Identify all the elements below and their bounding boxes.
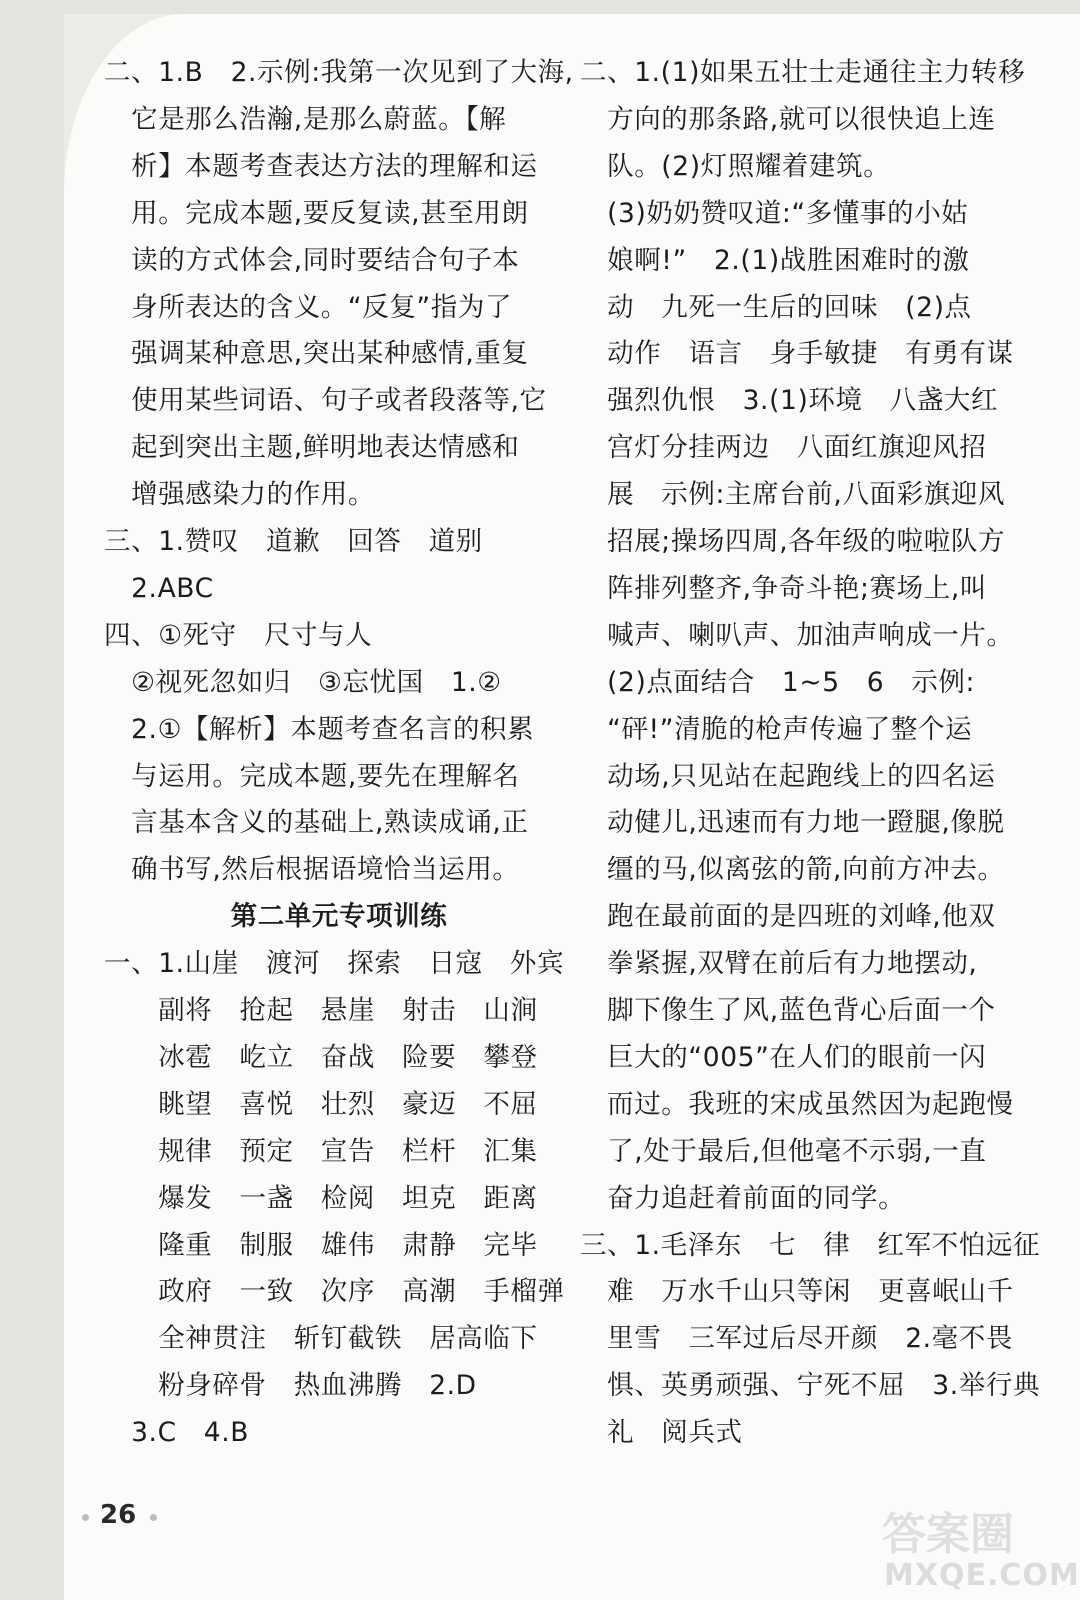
text-line: 了,处于最后,但他毫不示弱,一直 [580, 1135, 987, 1167]
text-line: 展 示例:主席台前,八面彩旗迎风 [580, 479, 1006, 511]
text-line: 宫灯分挂两边 八面红旗迎风招 [580, 432, 987, 464]
text-line: 2.①【解析】本题考查名言的积累 [104, 713, 535, 745]
text-line: 惧、英勇顽强、宁死不屈 3.举行典 [580, 1370, 1041, 1402]
text-line: 粉身碎骨 热血沸腾 2.D [104, 1370, 477, 1402]
text-line: 方向的那条路,就可以很快追上连 [580, 103, 996, 135]
text-line: 一、1.山崖 渡河 探索 日寇 外宾 [104, 948, 565, 980]
text-line: 而过。我班的宋成虽然因为起跑慢 [580, 1088, 1014, 1120]
text-line: 它是那么浩瀚,是那么蔚蓝。【解 [104, 103, 507, 135]
text-line: 二、1.B 2.示例:我第一次见到了大海, [104, 57, 574, 88]
page-shadow-left [0, 0, 64, 1600]
text-line: 增强感染力的作用。 [104, 479, 375, 511]
page-number: 26 [100, 1500, 137, 1530]
watermark-url: MXQE.COM [884, 1558, 1080, 1593]
text-line: 与运用。完成本题,要先在理解名 [104, 760, 520, 792]
text-line: 隆重 制服 雄伟 肃静 完毕 [104, 1229, 538, 1261]
text-line: 难 万水千山只等闲 更喜岷山千 [580, 1276, 1014, 1308]
text-line: (3)奶奶赞叹道:“多懂事的小姑 [580, 197, 969, 229]
text-line: 巨大的“005”在人们的眼前一闪 [580, 1041, 987, 1073]
section-heading: 第二单元专项训练 [230, 901, 448, 933]
text-line: 2.ABC [104, 572, 214, 604]
text-line: 三、1.赞叹 道歉 回答 道别 [104, 526, 483, 557]
text-line: “砰!”清脆的枪声传遍了整个运 [580, 713, 973, 745]
page-dot-2 [150, 1514, 157, 1521]
text-line: 动健儿,迅速而有力地一蹬腿,像脱 [580, 807, 1005, 839]
text-line: 三、1.毛泽东 七 律 红军不怕远征 [580, 1229, 1041, 1261]
watermark-logo [870, 1498, 1080, 1598]
text-line: 动 九死一生后的回味 (2)点 [580, 291, 972, 323]
text-line: 跑在最前面的是四班的刘峰,他双 [580, 901, 996, 933]
text-line: 爆发 一盏 检阅 坦克 距离 [104, 1182, 538, 1214]
text-line: 阵排列整齐,争奇斗艳;赛场上,叫 [580, 572, 987, 604]
text-line: 招展;操场四周,各年级的啦啦队方 [580, 526, 1006, 557]
text-line: 政府 一致 次序 高潮 手榴弹 [104, 1276, 565, 1308]
text-line: 使用某些词语、句子或者段落等,它 [104, 385, 547, 417]
text-line: 奋力追赶着前面的同学。 [580, 1182, 906, 1214]
page-shadow-top [0, 0, 1080, 14]
text-line: 二、1.(1)如果五壮士走通往主力转移 [580, 57, 1026, 88]
text-line: 用。完成本题,要反复读,甚至用朗 [104, 197, 529, 229]
text-line: 队。(2)灯照耀着建筑。 [580, 150, 891, 182]
watermark-title: 答案圈 [882, 1509, 1014, 1560]
page-dot-1 [82, 1514, 89, 1521]
text-line: 喊声、喇叭声、加油声响成一片。 [580, 619, 1014, 651]
text-line: 礼 阅兵式 [580, 1417, 743, 1449]
text-line: 起到突出主题,鲜明地表达情感和 [104, 432, 520, 464]
text-line: 身所表达的含义。“反复”指为了 [104, 291, 513, 323]
text-line: 脚下像生了风,蓝色背心后面一个 [580, 995, 996, 1026]
text-line: 四、①死守 尺寸与人 [104, 619, 373, 651]
text-line: 缰的马,似离弦的箭,向前方冲去。 [580, 854, 1005, 886]
text-line: 冰雹 屹立 奋战 险要 攀登 [104, 1041, 538, 1073]
text-line: (2)点面结合 1~5 6 示例: [580, 666, 976, 698]
text-line: 动场,只见站在起跑线上的四名运 [580, 760, 996, 792]
text-line: 强调某种意思,突出某种感情,重复 [104, 338, 529, 370]
text-line: 析】本题考查表达方法的理解和运 [104, 150, 538, 182]
text-line: 言基本含义的基础上,熟读成诵,正 [104, 807, 529, 839]
text-line: 全神贯注 斩钉截铁 居高临下 [104, 1323, 538, 1355]
text-line: 强烈仇恨 3.(1)环境 八盏大红 [580, 385, 999, 417]
text-line: ②视死忽如归 ③忘忧国 1.② [104, 666, 502, 698]
text-line: 动作 语言 身手敏捷 有勇有谋 [580, 338, 1014, 370]
text-line: 确书写,然后根据语境恰当运用。 [104, 854, 520, 886]
text-line: 3.C 4.B [104, 1417, 250, 1449]
text-line: 读的方式体会,同时要结合句子本 [104, 244, 520, 276]
text-line: 娘啊!” 2.(1)战胜困难时的激 [580, 244, 970, 276]
text-line: 眺望 喜悦 壮烈 豪迈 不屈 [104, 1088, 538, 1120]
text-line: 里雪 三军过后尽开颜 2.毫不畏 [580, 1323, 1013, 1355]
text-line: 规律 预定 宣告 栏杆 汇集 [104, 1135, 538, 1167]
text-line: 拳紧握,双臂在前后有力地摆动, [580, 948, 978, 980]
text-line: 副将 抢起 悬崖 射击 山涧 [104, 995, 538, 1026]
